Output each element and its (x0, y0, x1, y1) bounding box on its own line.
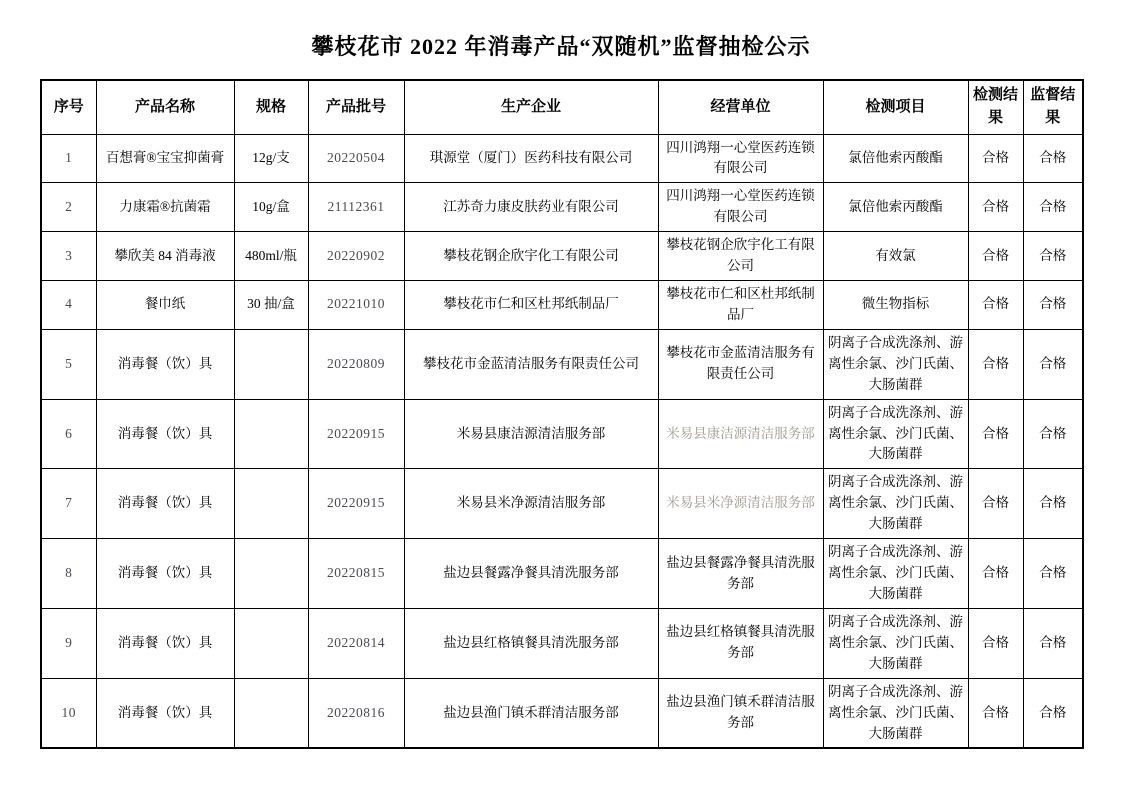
cell-manufacturer: 米易县米净源清洁服务部 (404, 469, 658, 539)
cell-supervision_result: 合格 (1023, 232, 1083, 281)
cell-test_result: 合格 (968, 469, 1023, 539)
column-header-index: 序号 (41, 80, 96, 134)
table-row (41, 281, 1083, 330)
cell-manufacturer: 米易县康洁源清洁服务部 (404, 399, 658, 469)
cell-product_name: 消毒餐（饮）具 (96, 399, 234, 469)
cell-product_name: 消毒餐（饮）具 (96, 608, 234, 678)
cell-batch_no: 20220816 (308, 678, 404, 748)
column-header-manufacturer: 生产企业 (404, 80, 658, 134)
inspection-table (40, 79, 1084, 749)
cell-product_name: 攀欣美 84 消毒液 (96, 232, 234, 281)
cell-operator: 攀枝花钢企欣宇化工有限公司 (658, 232, 823, 281)
cell-spec: 480ml/瓶 (234, 232, 308, 281)
cell-supervision_result: 合格 (1023, 608, 1083, 678)
cell-supervision_result: 合格 (1023, 281, 1083, 330)
cell-batch_no: 20220915 (308, 399, 404, 469)
table-row (41, 329, 1083, 399)
cell-spec: 30 抽/盒 (234, 281, 308, 330)
cell-test_result: 合格 (968, 281, 1023, 330)
cell-batch_no: 20220809 (308, 329, 404, 399)
cell-index: 8 (41, 539, 96, 609)
cell-spec: 12g/支 (234, 134, 308, 183)
table-row (41, 469, 1083, 539)
cell-product_name: 餐巾纸 (96, 281, 234, 330)
cell-supervision_result: 合格 (1023, 539, 1083, 609)
cell-index: 9 (41, 608, 96, 678)
column-header-batch_no: 产品批号 (308, 80, 404, 134)
cell-manufacturer: 攀枝花钢企欣宇化工有限公司 (404, 232, 658, 281)
cell-product_name: 百想膏®宝宝抑菌膏 (96, 134, 234, 183)
cell-supervision_result: 合格 (1023, 469, 1083, 539)
cell-index: 5 (41, 329, 96, 399)
cell-batch_no: 20220814 (308, 608, 404, 678)
header-row (41, 80, 1083, 134)
cell-operator: 四川鸿翔一心堂医药连锁有限公司 (658, 183, 823, 232)
table-row (41, 232, 1083, 281)
cell-test_items: 阴离子合成洗涤剂、游离性余氯、沙门氏菌、大肠菌群 (823, 608, 968, 678)
column-header-test_items: 检测项目 (823, 80, 968, 134)
cell-spec: 10g/盒 (234, 183, 308, 232)
table-body (41, 134, 1083, 748)
cell-manufacturer: 攀枝花市金蓝清洁服务有限责任公司 (404, 329, 658, 399)
cell-index: 4 (41, 281, 96, 330)
cell-test_result: 合格 (968, 399, 1023, 469)
cell-index: 3 (41, 232, 96, 281)
cell-manufacturer: 盐边县红格镇餐具清洗服务部 (404, 608, 658, 678)
table-row (41, 134, 1083, 183)
cell-test_items: 阴离子合成洗涤剂、游离性余氯、沙门氏菌、大肠菌群 (823, 539, 968, 609)
cell-test_items: 阴离子合成洗涤剂、游离性余氯、沙门氏菌、大肠菌群 (823, 678, 968, 748)
cell-index: 2 (41, 183, 96, 232)
cell-manufacturer: 盐边县餐露净餐具清洗服务部 (404, 539, 658, 609)
cell-product_name: 消毒餐（饮）具 (96, 678, 234, 748)
cell-batch_no: 20220815 (308, 539, 404, 609)
cell-operator: 盐边县餐露净餐具清洗服务部 (658, 539, 823, 609)
cell-manufacturer: 攀枝花市仁和区杜邦纸制品厂 (404, 281, 658, 330)
table-row (41, 539, 1083, 609)
cell-test_result: 合格 (968, 608, 1023, 678)
cell-test_items: 氯倍他索丙酸酯 (823, 183, 968, 232)
cell-batch_no: 20220915 (308, 469, 404, 539)
cell-product_name: 消毒餐（饮）具 (96, 329, 234, 399)
column-header-spec: 规格 (234, 80, 308, 134)
cell-test_result: 合格 (968, 678, 1023, 748)
cell-test_result: 合格 (968, 329, 1023, 399)
cell-spec (234, 469, 308, 539)
cell-supervision_result: 合格 (1023, 134, 1083, 183)
cell-index: 6 (41, 399, 96, 469)
cell-manufacturer: 琪源堂（厦门）医药科技有限公司 (404, 134, 658, 183)
cell-spec (234, 678, 308, 748)
cell-test_items: 微生物指标 (823, 281, 968, 330)
cell-spec (234, 329, 308, 399)
cell-product_name: 消毒餐（饮）具 (96, 469, 234, 539)
column-header-supervision_result: 监督结果 (1023, 80, 1083, 134)
cell-test_result: 合格 (968, 232, 1023, 281)
cell-operator: 四川鸿翔一心堂医药连锁有限公司 (658, 134, 823, 183)
cell-index: 10 (41, 678, 96, 748)
table-row (41, 399, 1083, 469)
cell-supervision_result: 合格 (1023, 183, 1083, 232)
cell-supervision_result: 合格 (1023, 399, 1083, 469)
cell-manufacturer: 盐边县渔门镇禾群清洁服务部 (404, 678, 658, 748)
cell-index: 1 (41, 134, 96, 183)
cell-test_items: 有效氯 (823, 232, 968, 281)
cell-operator: 盐边县渔门镇禾群清洁服务部 (658, 678, 823, 748)
table-row (41, 183, 1083, 232)
page-title: 攀枝花市 2022 年消毒产品“双随机”监督抽检公示 (311, 34, 811, 59)
column-header-product_name: 产品名称 (96, 80, 234, 134)
cell-test_items: 氯倍他索丙酸酯 (823, 134, 968, 183)
cell-test_items: 阴离子合成洗涤剂、游离性余氯、沙门氏菌、大肠菌群 (823, 399, 968, 469)
cell-test_result: 合格 (968, 134, 1023, 183)
cell-operator: 米易县米净源清洁服务部 (658, 469, 823, 539)
cell-operator: 攀枝花市金蓝清洁服务有限责任公司 (658, 329, 823, 399)
cell-supervision_result: 合格 (1023, 678, 1083, 748)
cell-operator: 盐边县红格镇餐具清洗服务部 (658, 608, 823, 678)
cell-operator: 攀枝花市仁和区杜邦纸制品厂 (658, 281, 823, 330)
cell-batch_no: 20220504 (308, 134, 404, 183)
cell-batch_no: 21112361 (308, 183, 404, 232)
cell-spec (234, 539, 308, 609)
table-row (41, 608, 1083, 678)
cell-test_result: 合格 (968, 539, 1023, 609)
column-header-operator: 经营单位 (658, 80, 823, 134)
cell-test_items: 阴离子合成洗涤剂、游离性余氯、沙门氏菌、大肠菌群 (823, 329, 968, 399)
column-header-test_result: 检测结果 (968, 80, 1023, 134)
cell-spec (234, 608, 308, 678)
cell-batch_no: 20220902 (308, 232, 404, 281)
cell-manufacturer: 江苏奇力康皮肤药业有限公司 (404, 183, 658, 232)
table-row (41, 678, 1083, 748)
cell-spec (234, 399, 308, 469)
cell-batch_no: 20221010 (308, 281, 404, 330)
cell-supervision_result: 合格 (1023, 329, 1083, 399)
cell-product_name: 力康霜®抗菌霜 (96, 183, 234, 232)
cell-product_name: 消毒餐（饮）具 (96, 539, 234, 609)
cell-operator: 米易县康洁源清洁服务部 (658, 399, 823, 469)
cell-index: 7 (41, 469, 96, 539)
cell-test_items: 阴离子合成洗涤剂、游离性余氯、沙门氏菌、大肠菌群 (823, 469, 968, 539)
cell-test_result: 合格 (968, 183, 1023, 232)
